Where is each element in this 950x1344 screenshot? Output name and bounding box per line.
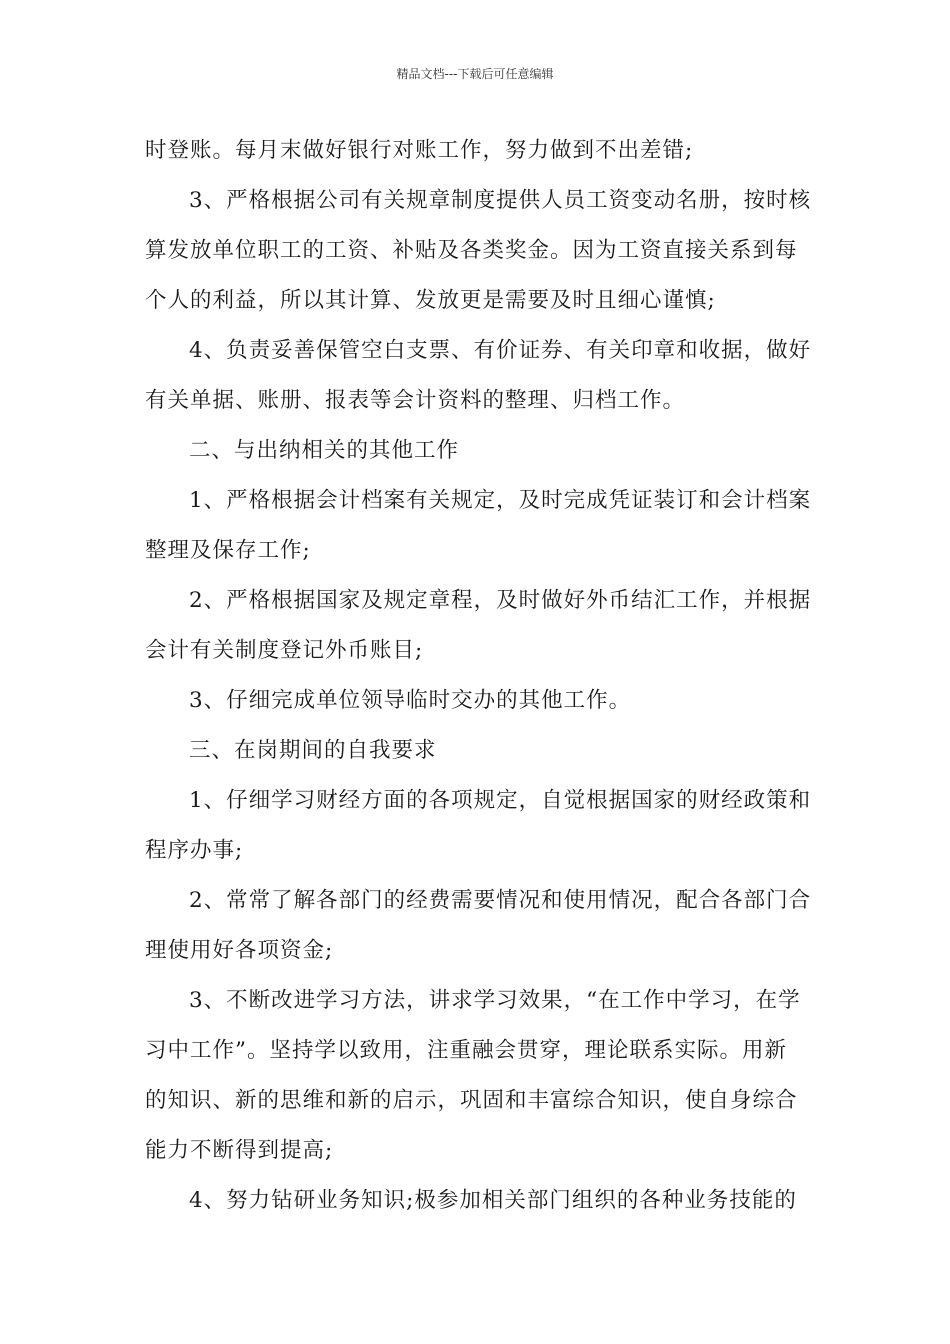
- text-line: 习中工作”。坚持学以致用，注重融会贯穿，理论联系实际。用新: [145, 1038, 787, 1063]
- text-line: 4、负责妥善保管空白支票、有价证券、有关印章和收据，做好: [189, 338, 811, 363]
- text-line: 程序办事;: [145, 838, 244, 863]
- text-line: 时登账。每月末做好银行对账工作，努力做到不出差错;: [145, 138, 694, 163]
- text-line: 能力不断得到提高;: [145, 1138, 334, 1163]
- text-line: 理使用好各项资金;: [145, 938, 334, 963]
- text-line: 4、努力钻研业务知识;极参加相关部门组织的各种业务技能的: [189, 1188, 797, 1213]
- text-line: 2、严格根据国家及规定章程，及时做好外币结汇工作，并根据: [189, 588, 811, 613]
- text-line: 整理及保存工作;: [145, 538, 311, 563]
- text-line: 3、严格根据公司有关规章制度提供人员工资变动名册，按时核: [189, 188, 811, 213]
- text-line: 2、常常了解各部门的经费需要情况和使用情况，配合各部门合: [189, 888, 811, 913]
- text-line: 个人的利益，所以其计算、发放更是需要及时且细心谨慎;: [145, 288, 716, 313]
- text-line: 算发放单位职工的工资、补贴及各类奖金。因为工资直接关系到每: [145, 238, 798, 263]
- section-heading: 三、在岗期间的自我要求: [189, 738, 437, 763]
- text-line: 3、不断改进学习方法，讲求学习效果，“在工作中学习，在学: [189, 988, 801, 1013]
- document-body: [145, 126, 811, 1226]
- text-line: 有关单据、账册、报表等会计资料的整理、归档工作。: [145, 388, 686, 413]
- text-line: 的知识、新的思维和新的启示，巩固和丰富综合知识，使自身综合: [145, 1088, 798, 1113]
- text-line: 1、严格根据会计档案有关规定，及时完成凭证装订和会计档案: [189, 488, 811, 513]
- text-line: 会计有关制度登记外币账目;: [145, 638, 424, 663]
- text-line: 1、仔细学习财经方面的各项规定，自觉根据国家的财经政策和: [189, 788, 811, 813]
- page-header: 精品文档---下载后可任意编辑: [396, 67, 554, 81]
- text-line: 3、仔细完成单位领导临时交办的其他工作。: [189, 688, 632, 713]
- section-heading: 二、与出纳相关的其他工作: [189, 438, 460, 463]
